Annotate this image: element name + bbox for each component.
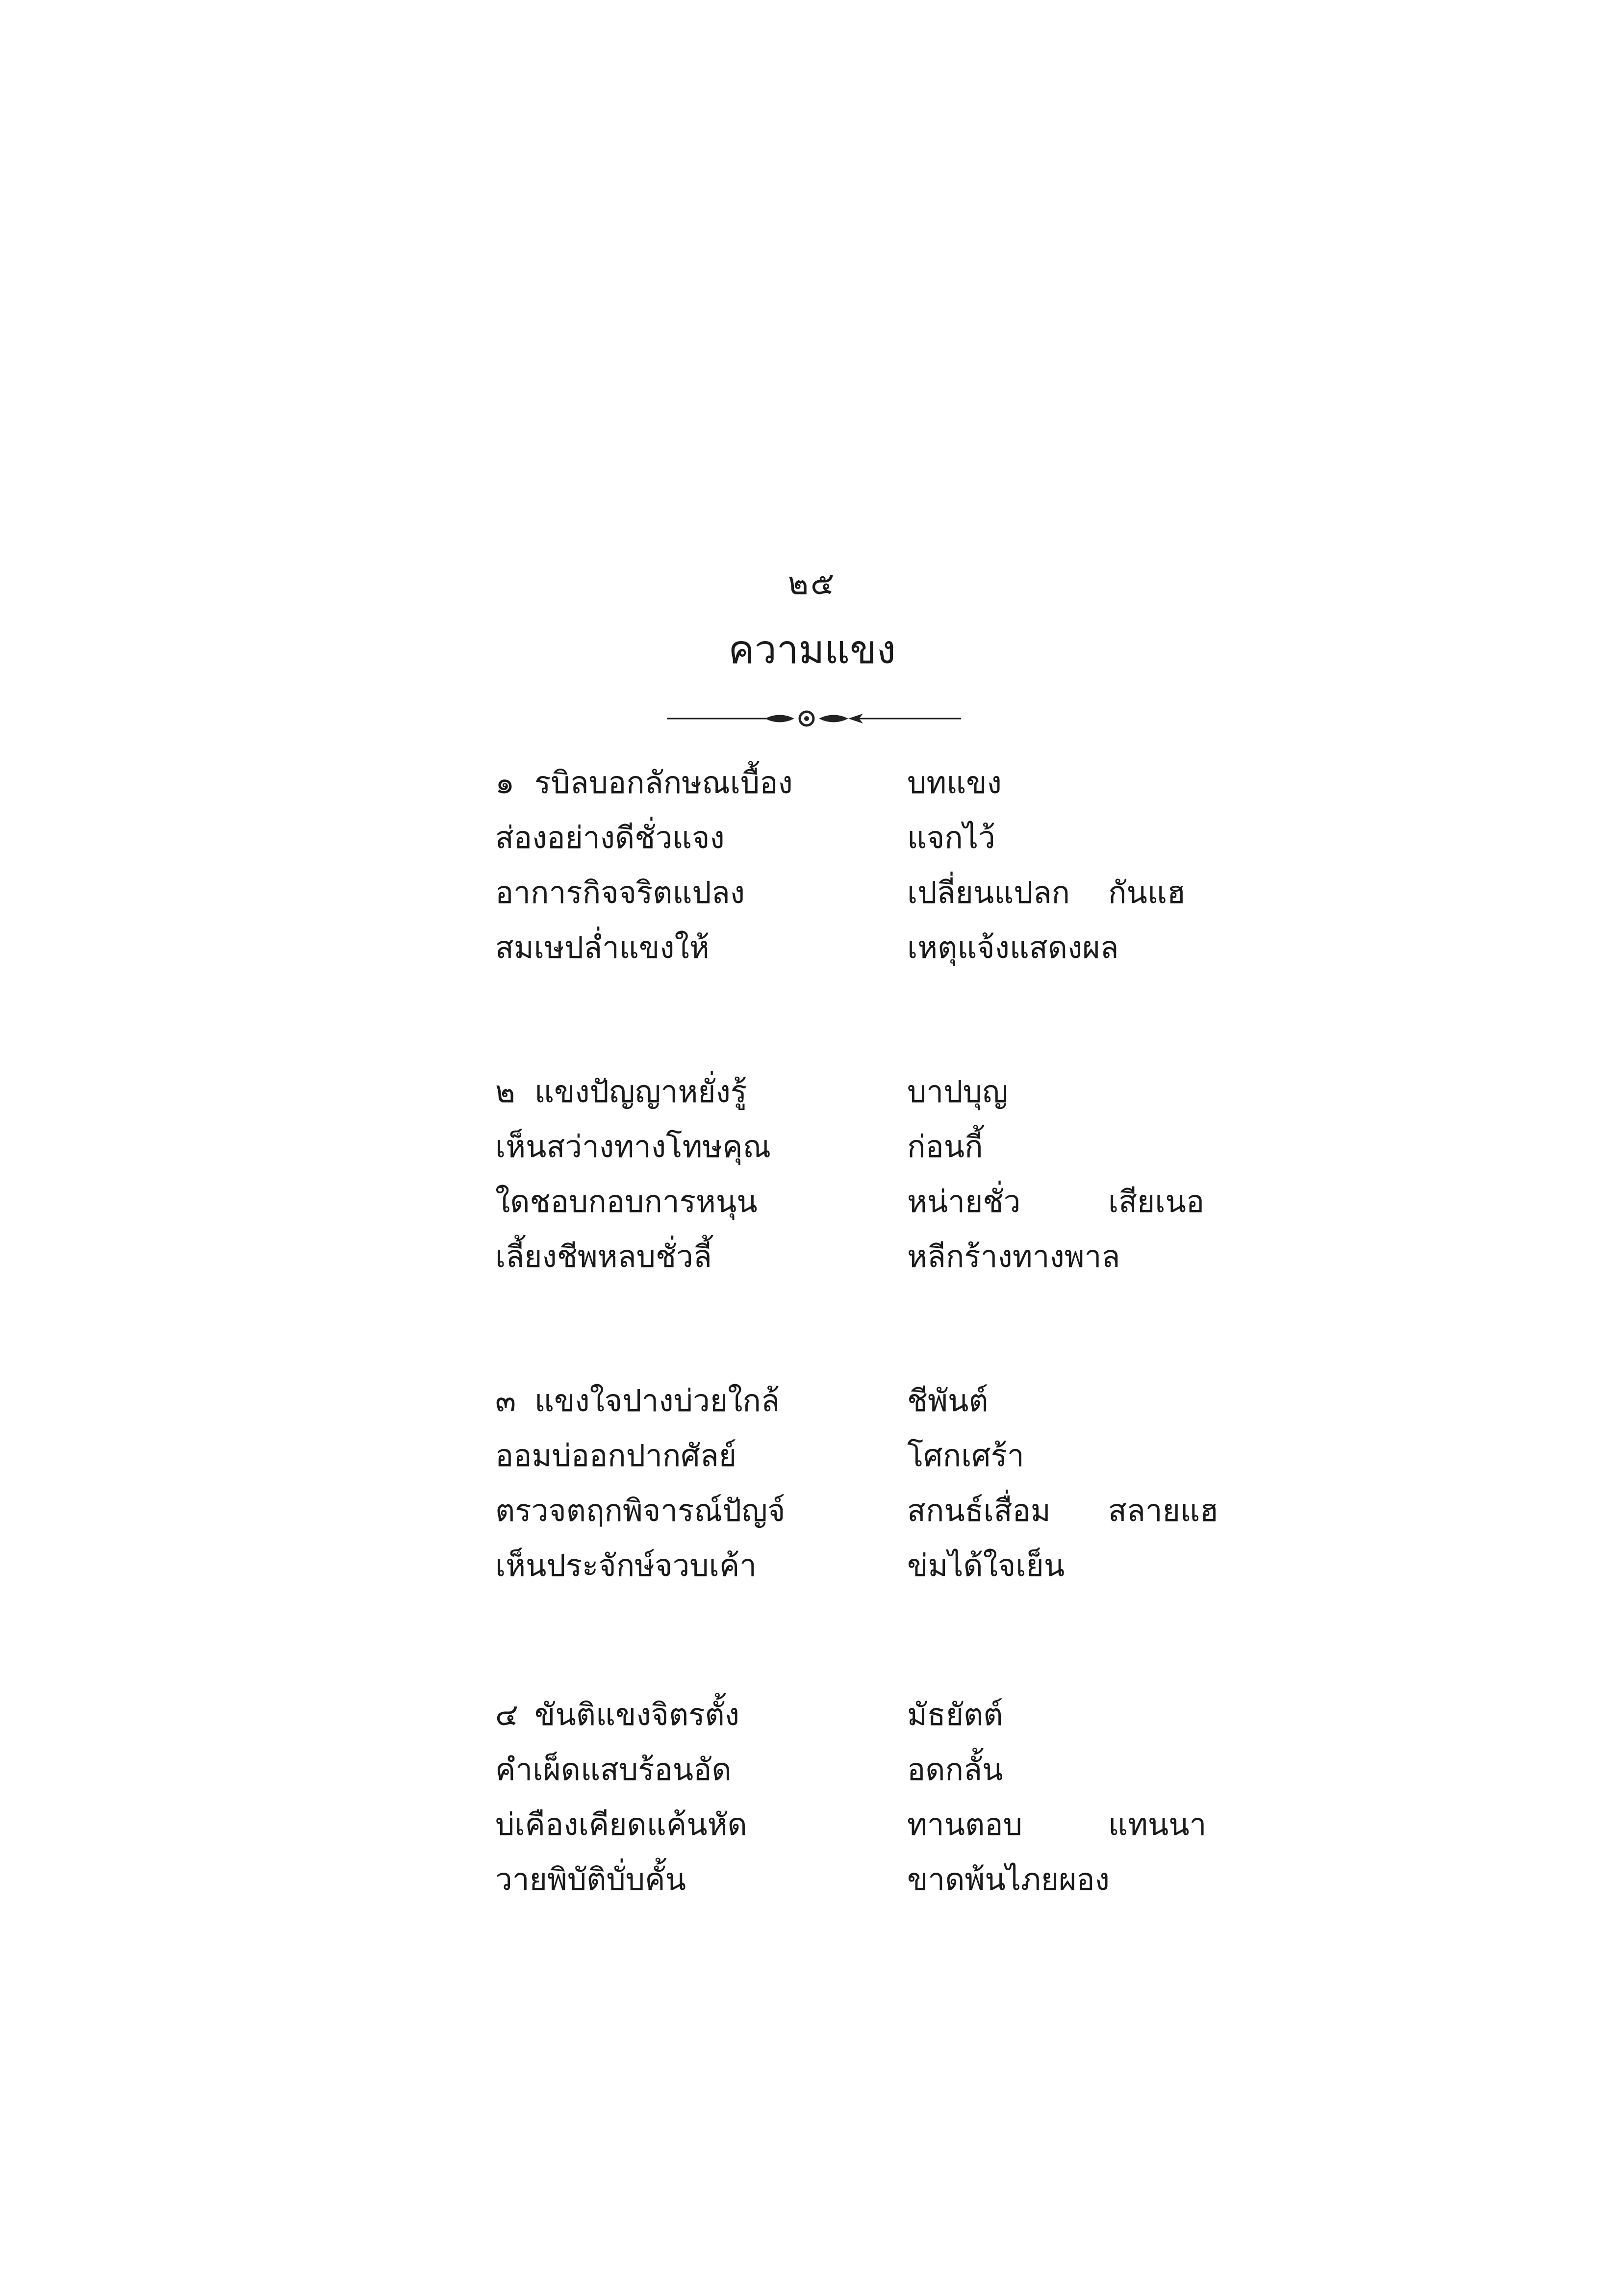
- verse-line: [495, 755, 1231, 810]
- verse-line-left: ตรวจตฤกพิจารณ์ปัญจ์: [495, 1493, 786, 1528]
- verse-line-right: ข่มได้ใจเย็น: [907, 1547, 1065, 1583]
- verse-line-left: เห็นสว่างทางโทษคุณ: [495, 1129, 771, 1164]
- verse-line-left: คำเผ็ดแสบร้อนอัด: [495, 1752, 732, 1787]
- verse-line-right: สกนธ์เสื่อม: [907, 1493, 1051, 1528]
- ornament-divider-icon: [667, 706, 961, 731]
- verse-line-right: อดกลั้น: [907, 1752, 1003, 1787]
- verse-line-ending: สลายแฮ: [1108, 1493, 1218, 1528]
- verse-line-right: เปลี่ยนแปลก: [907, 875, 1070, 910]
- verse-line: [495, 1852, 1231, 1907]
- verse-line-right: มัธยัตต์: [907, 1697, 1003, 1732]
- stanza-number: ๑: [495, 765, 515, 800]
- verse-line-left: สมเษปล่ำแขงให้: [495, 929, 710, 965]
- verse-line: [495, 1229, 1231, 1284]
- verse-line-right: หน่ายชั่ว: [907, 1184, 1021, 1219]
- verse-line-left: ส่องอย่างดีชั่วแจง: [495, 820, 725, 855]
- stanza-number: ๒: [495, 1074, 515, 1109]
- verse-line-left: แขงปัญญาหยั่งรู้: [534, 1074, 747, 1109]
- verse-line-left: อาการกิจจริตแปลง: [495, 875, 745, 910]
- verse-line: [495, 1538, 1231, 1593]
- verse-line-right: หลีกร้างทางพาล: [907, 1238, 1120, 1274]
- verse-line-right: โศกเศร้า: [907, 1438, 1024, 1473]
- stanza-number: ๓: [495, 1383, 516, 1418]
- verse-line-right: ทานตอบ: [907, 1806, 1022, 1842]
- verse-line: [495, 1064, 1231, 1119]
- verse-line: [495, 920, 1231, 975]
- verse-line-left: เลี้ยงชีพหลบชั่วลี้: [495, 1238, 712, 1274]
- verse-line-right: ชีพันต์: [907, 1383, 989, 1418]
- verse-line: [495, 1742, 1231, 1797]
- verse-line: [495, 1373, 1231, 1428]
- verse-line-left: เห็นประจักษ์จวบเค้า: [495, 1547, 757, 1583]
- verse-line: [495, 1119, 1231, 1174]
- verse-line-left: บ่เคืองเคียดแค้นหัด: [495, 1806, 747, 1842]
- verse-line: [495, 1174, 1231, 1229]
- verse-line-ending: กันแฮ: [1108, 875, 1186, 910]
- verse-line-right: บทแขง: [907, 765, 1002, 800]
- verse-line-right: ก่อนกี้: [907, 1129, 983, 1164]
- stanza-number: ๔: [495, 1697, 518, 1732]
- verse-line-left: รบิลบอกลักษณเบื้อง: [534, 765, 793, 800]
- verse-line-left: วายพิบัติบั่บคั้น: [495, 1861, 686, 1897]
- verse-line-right: แจกไว้: [907, 820, 995, 855]
- verse-line-right: เหตุแจ้งแสดงผล: [907, 929, 1119, 965]
- stanza-2: [495, 1064, 1231, 1284]
- verse-line: [495, 810, 1231, 865]
- verse-line-left: ขันติแขงจิตรตั้ง: [534, 1697, 740, 1732]
- verse-line-ending: เสียเนอ: [1108, 1184, 1205, 1219]
- stanza-3: [495, 1373, 1231, 1593]
- verse-line-right: บาปบุญ: [907, 1074, 1008, 1109]
- verse-line-left: ใดชอบกอบการหนุน: [495, 1184, 758, 1219]
- page-title: ความแขง: [728, 627, 896, 672]
- verse-line: [495, 1797, 1231, 1852]
- verse-line: [495, 1428, 1231, 1483]
- verse-line: [495, 1483, 1231, 1538]
- stanza-4: [495, 1687, 1231, 1907]
- verse-line-right: ขาดพ้นไภยผอง: [907, 1861, 1110, 1897]
- page-number: ๒๕: [787, 566, 837, 602]
- verse-line-left: แขงใจปางบ่วยใกล้: [534, 1383, 780, 1418]
- verse-line: [495, 865, 1231, 920]
- stanza-1: [495, 755, 1231, 975]
- verse-line-ending: แทนนา: [1108, 1806, 1207, 1842]
- verse-line-left: ออมบ่ออกปากศัลย์: [495, 1438, 737, 1473]
- verse-line: [495, 1687, 1231, 1742]
